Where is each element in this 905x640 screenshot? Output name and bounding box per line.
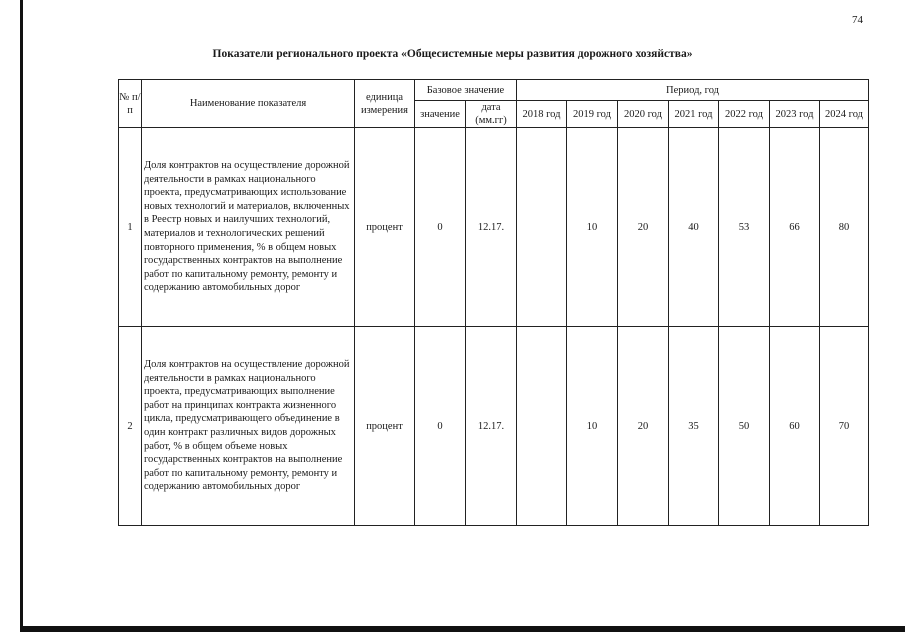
header-base-value: значение (415, 101, 466, 128)
row-value-2023: 66 (770, 128, 820, 327)
row-value-2021: 35 (669, 327, 719, 526)
row-base-date: 12.17. (466, 128, 517, 327)
row-value-2024: 80 (820, 128, 869, 327)
header-year-2018: 2018 год (517, 101, 567, 128)
header-year-2024: 2024 год (820, 101, 869, 128)
row-value-2021: 40 (669, 128, 719, 327)
table-row (119, 327, 869, 526)
header-base-group: Базовое значение (415, 80, 517, 101)
header-year-2023: 2023 год (770, 101, 820, 128)
row-num: 2 (119, 327, 142, 526)
row-value-2018 (517, 128, 567, 327)
header-period-group: Период, год (517, 80, 869, 101)
row-value-2019: 10 (567, 128, 618, 327)
row-unit: процент (355, 327, 415, 526)
row-value-2020: 20 (618, 327, 669, 526)
header-year-2020: 2020 год (618, 101, 669, 128)
header-year-2022: 2022 год (719, 101, 770, 128)
row-base-value: 0 (415, 128, 466, 327)
header-num: № п/п (119, 80, 142, 128)
row-base-date: 12.17. (466, 327, 517, 526)
header-year-2021: 2021 год (669, 101, 719, 128)
row-value-2022: 50 (719, 327, 770, 526)
row-unit: процент (355, 128, 415, 327)
scan-bottom-edge (20, 626, 905, 632)
row-name: Доля контрактов на осуществление дорожной деятельности в рамках национального проекта, предусматривающих использование новых технологий и материалов, включенных в Реестр новых и наилучших технологий, материалов и технологических решений повторного применения, % в общем новых государственных контрактов на выполнение работ по капитальному ремонту, ремонту и содержанию автомобильных дорог (142, 128, 355, 327)
row-value-2020: 20 (618, 128, 669, 327)
row-value-2024: 70 (820, 327, 869, 526)
table-row (119, 128, 869, 327)
row-num: 1 (119, 128, 142, 327)
row-name: Доля контрактов на осуществление дорожной деятельности в рамках национального проекта, предусматривающих выполнение работ на принципах контракта жизненного цикла, предусматривающего объединение в один контракт различных видов дорожных работ, % в общем объеме новых государственных контрактов на выполнение работ по капитальному ремонту, ремонту и содержанию автомобильных дорог (142, 327, 355, 526)
row-value-2022: 53 (719, 128, 770, 327)
header-unit: единица измерения (355, 80, 415, 128)
header-name: Наименование показателя (142, 80, 355, 128)
header-year-2019: 2019 год (567, 101, 618, 128)
indicators-table (118, 79, 869, 526)
row-base-value: 0 (415, 327, 466, 526)
row-value-2018 (517, 327, 567, 526)
row-value-2019: 10 (567, 327, 618, 526)
page-number: 74 (852, 14, 863, 26)
scan-left-edge (20, 0, 23, 632)
row-value-2023: 60 (770, 327, 820, 526)
header-base-date: дата (мм.гг) (466, 101, 517, 128)
document-title: Показатели регионального проекта «Общесистемные меры развития дорожного хозяйства» (212, 48, 693, 60)
